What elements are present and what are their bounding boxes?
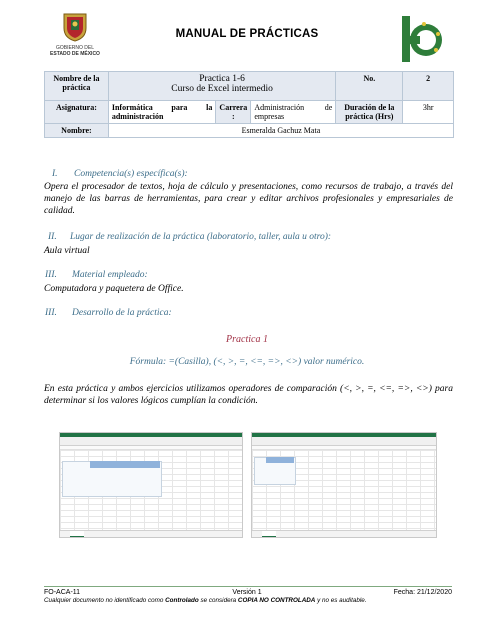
section-4-title: Desarrollo de la práctica:: [72, 308, 172, 318]
practica-name-cell: [108, 72, 335, 101]
gov-line-2: ESTADO DE MÉXICO: [50, 51, 100, 57]
nombre-label: Nombre:: [45, 124, 109, 138]
footer-note-part-3: y no es auditable.: [315, 597, 367, 604]
practica-subtitle: Practica 1: [226, 334, 268, 345]
nombre-value: Esmeralda Gachuz Mata: [108, 124, 453, 138]
excel-header-band: [90, 461, 160, 468]
excel-ribbon: [252, 437, 436, 446]
footer-date: Fecha: 21/12/2020: [393, 589, 452, 596]
excel-ribbon: [60, 437, 242, 446]
section-4-number: III.: [45, 308, 57, 318]
section-3-text: Computadora y paquetera de Office.: [44, 284, 184, 294]
duracion-label: Duración de la práctica (Hrs): [336, 101, 403, 124]
section-2-number: II.: [48, 232, 57, 242]
footer-version: Versión 1: [232, 589, 262, 596]
no-value: 2: [403, 72, 454, 101]
section-3-title: Material empleado:: [72, 270, 148, 280]
asignatura-value: Informática para la administración: [108, 101, 216, 124]
practice-info-table: [44, 71, 454, 138]
carrera-label: Carrera :: [216, 101, 251, 124]
section-1-number: I.: [52, 169, 58, 179]
footer-note-bold-2: COPIA NO CONTROLADA: [237, 597, 316, 604]
institution-logo-icon: [398, 14, 444, 64]
practica-line-1: Practica 1-6: [199, 74, 245, 84]
section-1-heading: [52, 169, 188, 179]
explanation-text: En esta práctica y ambos ejercicios utilizamos operadores de comparación (<, >, =, <=, =>, <>) para determinar si los valores lógicos cumplían la condición.: [44, 384, 453, 406]
footer-note-part-1: Cualquier documento no identificado como: [44, 597, 166, 604]
section-1-title: Competencia(s) específica(s):: [74, 169, 188, 179]
practica-line-2: Curso de Excel intermedio: [171, 84, 273, 94]
footer-note-part-2: se considera: [198, 597, 238, 604]
gov-line-1: GOBIERNO DEL: [55, 45, 95, 51]
section-3-heading: [45, 270, 148, 280]
excel-sheet-tabs: [60, 530, 242, 537]
footer-code: FO-ACA-11: [44, 589, 81, 596]
no-label: No.: [336, 72, 403, 101]
footer-note: [44, 597, 454, 604]
gobierno-logo: [50, 12, 100, 72]
formula-text: Fórmula: =(Casilla), (<, >, =, <=, =>, <>) valor numérico.: [129, 357, 365, 367]
section-3-number: III.: [45, 270, 57, 280]
nombre-practica-label: Nombre de la práctica: [45, 72, 109, 101]
excel-sheet-tabs: [252, 530, 436, 537]
excel-active-tab: [70, 531, 84, 537]
section-2-text: Aula virtual: [44, 246, 90, 256]
excel-screenshot-1: [59, 432, 243, 538]
asignatura-label: Asignatura:: [45, 101, 109, 124]
excel-screenshot-2: [251, 432, 437, 538]
section-1-text: Opera el procesador de textos, hoja de cálculo y presentaciones, como recursos de trabajo, a través del manejo de las barras de herramientas, para crear y editar archivos profesionales y empresariales de calidad.: [44, 182, 453, 216]
footer-note-bold-1: Controlado: [165, 597, 199, 604]
section-2-title: Lugar de realización de la práctica (laboratorio, taller, aula u otro):: [70, 232, 332, 242]
carrera-value: Administración de empresas: [251, 101, 336, 124]
section-2-heading: [48, 232, 331, 242]
duracion-value: 3hr: [403, 101, 454, 124]
excel-header-band: [266, 457, 294, 463]
excel-active-tab: [262, 531, 276, 537]
section-4-heading: [45, 308, 172, 318]
page-title: MANUAL DE PRÁCTICAS: [175, 28, 319, 40]
footer-divider: [44, 586, 452, 587]
